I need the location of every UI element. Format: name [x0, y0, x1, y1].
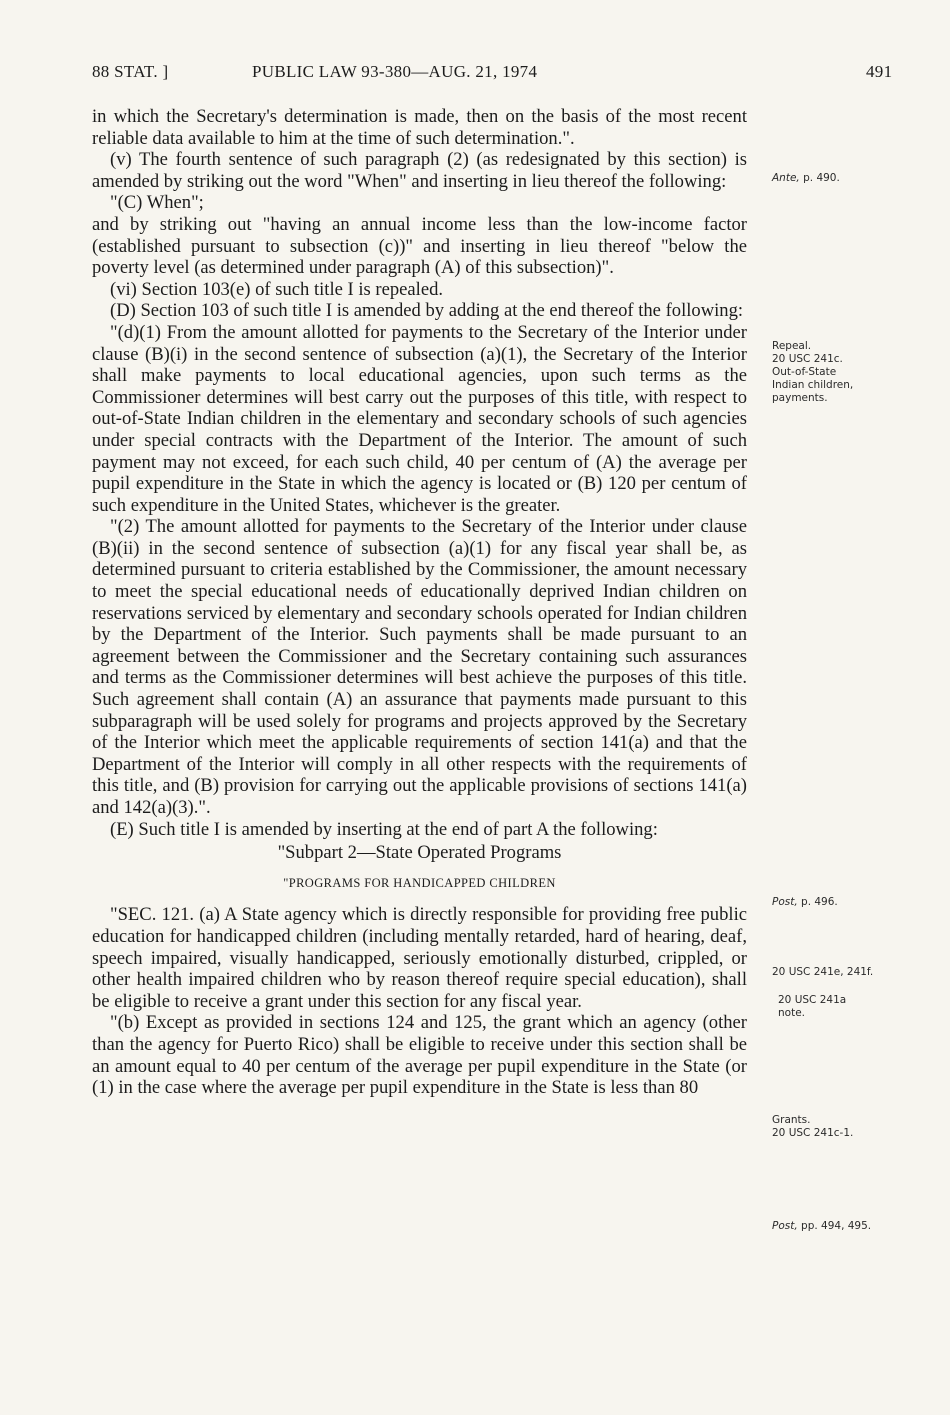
margin-note-ante-italic: Ante,	[772, 172, 800, 184]
margin-note-grants-label: Grants.	[772, 1114, 811, 1126]
margin-note-repeal-label: Repeal.	[772, 340, 812, 352]
running-title: PUBLIC LAW 93-380—AUG. 21, 1974	[252, 62, 538, 81]
paragraph: "(b) Except as provided in sections 124 and 125, the grant which an agency (other than the agency for Puerto Rico) shall be eligible to receive under this section shall be an amount equal to 40 per centum of the average per pupil expenditure in the State (or (1) in the case where the average per pupil expenditure in the State is less than 80	[92, 1012, 747, 1099]
margin-note-ante	[772, 172, 922, 185]
margin-note-usc-241a: 20 USC 241a note.	[778, 994, 847, 1019]
margin-note-grants	[772, 1114, 922, 1140]
margin-note-usc-241c1: 20 USC 241c-1.	[772, 1127, 854, 1139]
body-text	[92, 106, 747, 1099]
margin-note-post-496	[772, 896, 922, 909]
paragraph: (D) Section 103 of such title I is amended by adding at the end thereof the following:	[110, 300, 744, 322]
subpart-title: "Subpart 2—State Operated Programs	[277, 842, 562, 864]
margin-note-post-italic: Post,	[772, 1220, 798, 1232]
margin-note-repeal	[772, 340, 922, 405]
paragraph: "SEC. 121. (a) A State agency which is directly responsible for providing free public education for handicapped children (including mentally retarded, hard of hearing, deaf, speech impaired, visually handicapped, seriously emotionally disturbed, crippled, or other health impaired children who by reason thereof require special education), shall be eligible to receive a grant under this section for any fiscal year.	[92, 904, 747, 1012]
margin-note-usc-241e: 20 USC 241e, 241f.	[772, 966, 874, 978]
margin-note-ante-page: p. 490.	[799, 172, 840, 184]
paragraph: (E) Such title I is amended by inserting at the end of part A the following:	[110, 818, 658, 840]
page-number: 491	[866, 62, 893, 81]
paragraph: and by striking out "having an annual income less than the low-income factor (established pursuant to subsection (c))" and inserting in lieu thereof "below the poverty level (as determined under paragraph (A) of this subsection)".	[92, 213, 747, 279]
paragraph: (v) The fourth sentence of such paragraph (2) (as redesignated by this section) is amended by striking out the word "When" and inserting in lieu thereof the following:	[92, 149, 747, 192]
statute-reference: 88 STAT. ]	[92, 62, 169, 81]
paragraph: "(2) The amount allotted for payments to the Secretary of the Interior under clause (B)(ii) in the second sentence of subsection (a)(1) for any fiscal year shall be, as determined pursuant to criteria established by the Commissioner, the amount necessary to meet the special educational needs of educationally deprived Indian children on reservations serviced by elementary and secondary schools operated for Indian children by the Department of the Interior. Such payments shall be made pursuant to an agreement between the Commissioner and the Secretary containing such assurances and terms as the Commissioner determines will best achieve the purposes of this title. Such agreement shall contain (A) an assurance that payments made pursuant to this subparagraph will be used solely for programs and projects approved by the Secretary of the Interior which meet the applicable requirements of section 141(a) and that the Department of the Interior will comply in all other respects with the requirements of this title, and (B) provision for carrying out the applicable provisions of sections 141(a) and 142(a)(3).".	[92, 516, 747, 818]
paragraph: "(d)(1) From the amount allotted for payments to the Secretary of the Interior under clause (B)(i) in the second sentence of subsection (a)(1), the Secretary of the Interior shall make payments to local educational agencies, upon such terms as the Commissioner determines will best carry out the purposes of this title, with respect to out-of-State Indian children in the elementary and secondary schools of such agencies under special contracts with the Department of the Interior. The amount of such payment may not exceed, for each such child, 40 per centum of (A) the average per pupil expenditure in the State in which the agency is located or (B) 120 per centum of such expenditure in the United States, whichever is the greater.	[92, 321, 747, 516]
margin-note-out-of-state: Out-of-State Indian children, payments.	[772, 366, 854, 404]
paragraph: "(C) When";	[110, 192, 204, 214]
margin-note-post-page: p. 496.	[797, 896, 838, 908]
margin-note-post-pages: pp. 494, 495.	[797, 1220, 872, 1232]
margin-note-post-494	[772, 1220, 890, 1233]
paragraph: in which the Secretary's determination is made, then on the basis of the most recent reliable data available to him at the time of such determination.".	[92, 106, 747, 149]
margin-note-usc-241c: 20 USC 241c.	[772, 353, 843, 365]
section-heading: "PROGRAMS FOR HANDICAPPED CHILDREN	[283, 875, 556, 890]
paragraph: (vi) Section 103(e) of such title I is repealed.	[110, 278, 444, 300]
margin-note-post-italic: Post,	[772, 896, 798, 908]
